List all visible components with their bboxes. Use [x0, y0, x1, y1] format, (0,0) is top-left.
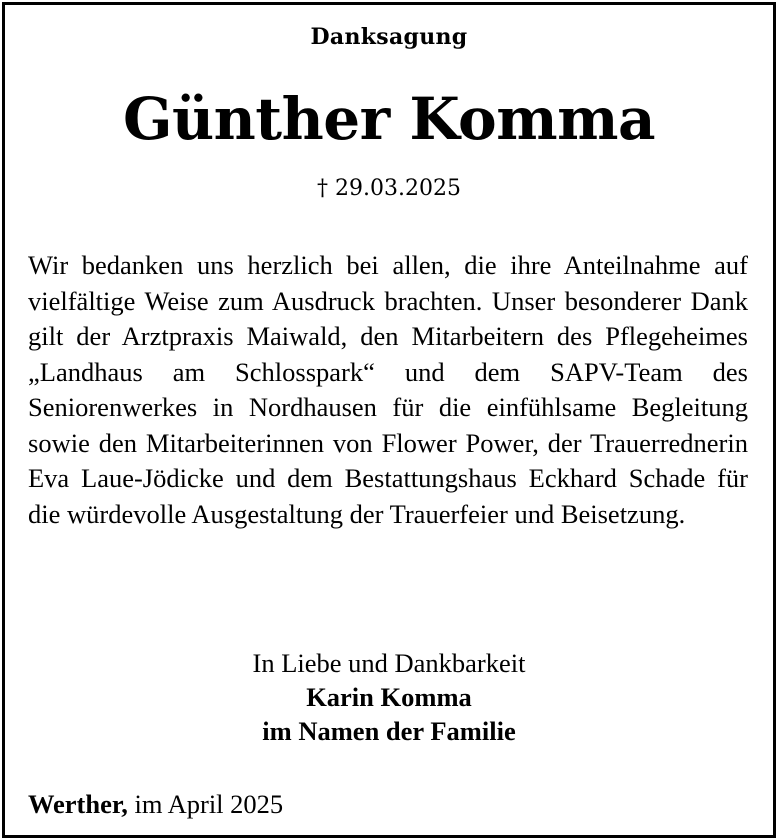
place-date: im April 2025 — [127, 789, 284, 819]
place-city: Werther, — [28, 789, 128, 819]
notice-heading: Danksagung — [310, 24, 468, 50]
death-date: † 29.03.2025 — [317, 176, 461, 201]
place-and-date — [28, 787, 283, 821]
signer-name: Karin Komma — [306, 682, 472, 712]
closing-block — [0, 646, 778, 748]
closing-line: In Liebe und Dankbarkeit — [252, 648, 526, 678]
signer-note: im Namen der Familie — [262, 716, 516, 746]
deceased-name: Günther Komma — [122, 85, 656, 153]
thanks-message: Wir bedanken uns herzlich bei allen, die ihre Anteilnahme auf vielfältige Weise zum Ausdruck brachten. Unser besonderer Dank gilt der Arztpraxis Maiwald, den Mitarbeitern des Pflegeheimes „Landhaus am Schlosspark“ und dem SAPV-Team des Seniorenwerkes in Nordhausen für die einfühlsame Begleitung sowie den Mitarbeiterinnen von Flower Power, der Trauerrednerin Eva Laue-Jödicke und dem Bestattungshaus Eckhard Schade für die würdevolle Ausgestaltung der Trauerfeier und Beisetzung. — [28, 250, 748, 529]
